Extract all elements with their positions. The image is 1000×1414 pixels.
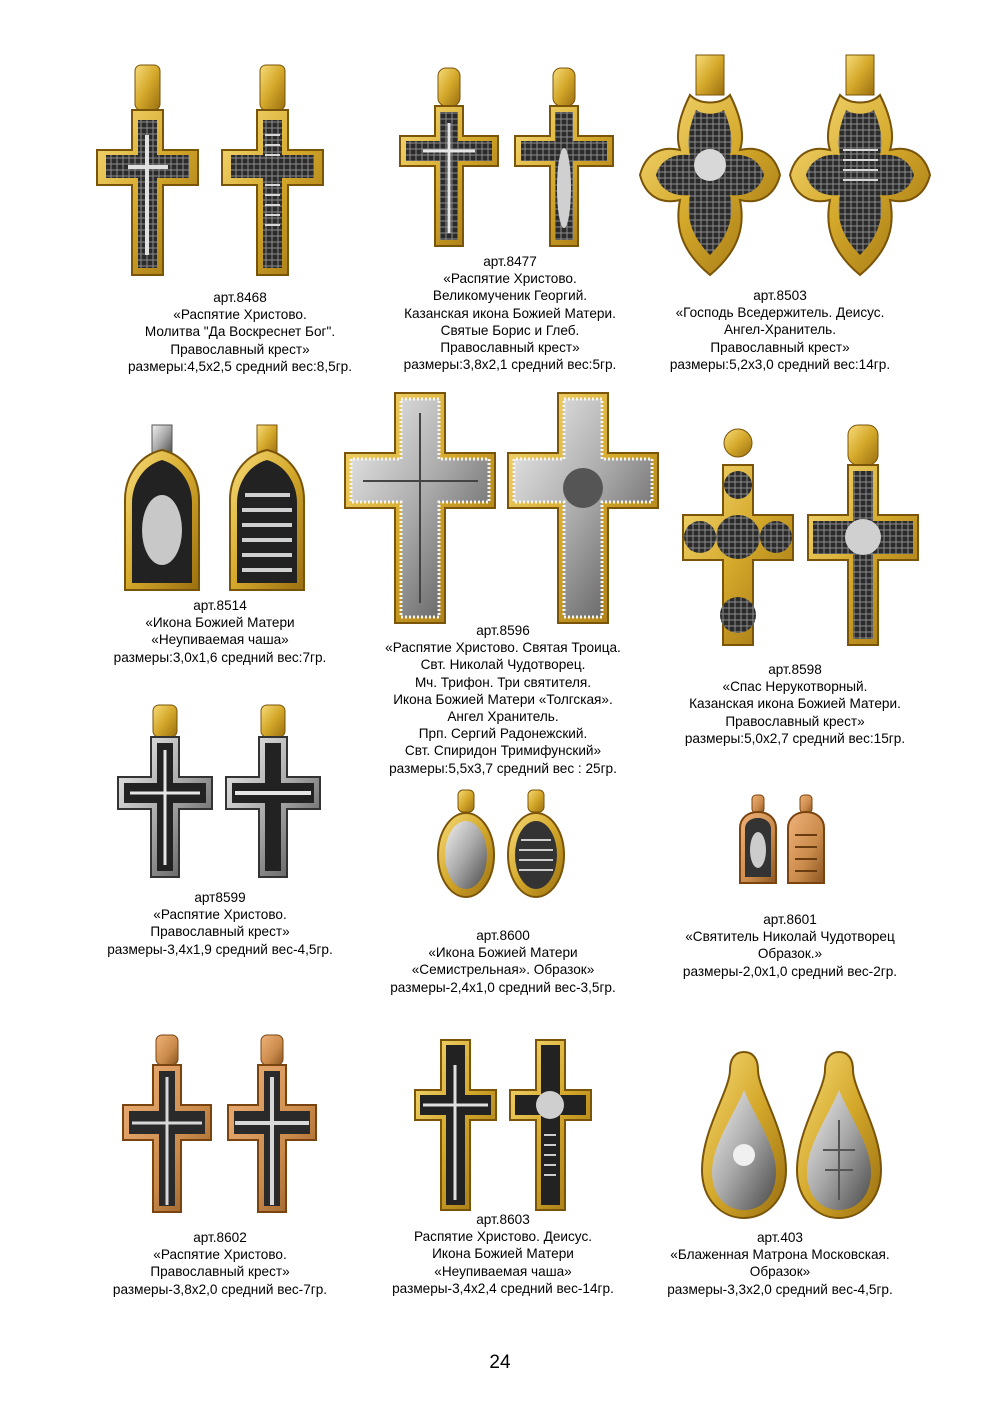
caption-line: размеры-2,4х1,0 средний вес-3,5гр. xyxy=(390,979,616,995)
caption-line: Свт. Николай Чудотворец. xyxy=(420,657,586,673)
product-caption xyxy=(600,1229,960,1298)
product-art: арт.8503 xyxy=(753,288,807,303)
caption-line: Ангел Хранитель. xyxy=(447,709,559,725)
caption-line: «Блаженная Матрона Московская. xyxy=(670,1247,890,1263)
caption-line: размеры-3,4х2,4 средний вес-14гр. xyxy=(392,1280,614,1296)
medallion-front-icon xyxy=(435,790,497,900)
caption-line: Великомученик Георгий. xyxy=(432,288,588,304)
cross-front-icon xyxy=(413,1040,498,1210)
caption-line: Казанская икона Божией Матери. xyxy=(404,305,616,321)
caption-line: Икона Божией Матери xyxy=(432,1246,574,1262)
caption-line: Распятие Христово. Деисус. xyxy=(413,1229,593,1245)
caption-line: Икона Божией Матери «Толгская». xyxy=(393,691,613,707)
caption-line: Святые Борис и Глеб. xyxy=(440,322,580,338)
caption-line: размеры:3,8х2,1 средний вес:5гр. xyxy=(403,357,617,373)
caption-line: «Господь Вседержитель. Деисус. xyxy=(675,305,885,321)
cross-back-icon xyxy=(510,68,620,248)
caption-line: «Распятие Христово. xyxy=(153,907,287,923)
cross-back-icon xyxy=(803,425,923,650)
caption-line: Ангел-Хранитель. xyxy=(723,322,837,338)
product-art: арт.8603 xyxy=(476,1212,530,1227)
cross-front-icon xyxy=(120,1035,215,1215)
caption-line: размеры:4,5х2,5 средний вес:8,5гр. xyxy=(128,358,352,374)
caption-line: «Святитель Николай Чудотворец xyxy=(685,929,895,945)
caption-line: Православный крест» xyxy=(710,339,850,355)
caption-line: размеры-3,3х2,0 средний вес-4,5гр. xyxy=(667,1281,893,1297)
caption-line: «Семистрельная». Образок» xyxy=(411,962,595,978)
caption-line: Православный крест» xyxy=(725,713,865,729)
caption-line: Молитва "Да Воскреснет Бог". xyxy=(144,324,336,340)
cross-back-icon xyxy=(788,55,933,280)
caption-line: «Распятие Христово. xyxy=(443,271,577,287)
caption-line: Свт. Спиридон Тримифунский» xyxy=(404,743,602,759)
medallion-front-icon xyxy=(737,795,779,885)
caption-line: размеры:3,0х1,6 средний вес:7гр. xyxy=(113,649,327,665)
caption-line: размеры-3,8х2,0 средний вес-7гр. xyxy=(112,1281,328,1297)
product-art: арт.403 xyxy=(757,1230,803,1245)
product-art: арт8599 xyxy=(194,890,246,905)
medallion-back-icon xyxy=(505,790,567,900)
caption-line: Образок.» xyxy=(757,946,823,962)
caption-line: «Неупиваемая чаша» xyxy=(434,1263,572,1279)
product-art: арт.8596 xyxy=(476,623,530,638)
product-art: арт.8468 xyxy=(213,290,267,305)
caption-line: Православный крест» xyxy=(150,924,290,940)
caption-line: «Икона Божией Матери xyxy=(145,615,295,631)
caption-line: Православный крест» xyxy=(150,1264,290,1280)
caption-line: размеры:5,0х2,7 средний вес:15гр. xyxy=(684,730,906,746)
cross-front-icon xyxy=(343,393,498,623)
pendant-back-icon xyxy=(220,425,315,590)
product-caption xyxy=(615,661,975,747)
caption-line: размеры-2,0х1,0 средний вес-2гр. xyxy=(682,963,898,979)
caption-line: Мч. Трифон. Три святителя. xyxy=(414,674,592,690)
product-art: арт.8514 xyxy=(193,598,247,613)
caption-line: Православный крест» xyxy=(440,340,580,356)
product-art: арт.8477 xyxy=(483,254,537,269)
cross-front-icon xyxy=(90,65,205,280)
product-art: арт.8601 xyxy=(763,912,817,927)
drop-front-icon xyxy=(700,1050,788,1220)
drop-back-icon xyxy=(795,1050,883,1220)
caption-line: «Спас Нерукотворный. xyxy=(722,679,868,695)
product-art: арт.8602 xyxy=(193,1230,247,1245)
cross-back-icon xyxy=(508,1040,593,1210)
caption-line: Образок» xyxy=(749,1264,811,1280)
caption-line: Прп. Сергий Радонежский. xyxy=(418,726,588,742)
caption-line: Православный крест» xyxy=(170,341,310,357)
caption-line: «Распятие Христово. xyxy=(173,307,307,323)
cross-front-icon xyxy=(678,425,798,650)
product-art: арт.8600 xyxy=(476,928,530,943)
cross-back-icon xyxy=(225,1035,320,1215)
caption-line: Казанская икона Божией Матери. xyxy=(689,696,901,712)
product-art: арт.8598 xyxy=(768,662,822,677)
caption-line: «Распятие Христово. xyxy=(153,1247,287,1263)
caption-line: «Неупиваемая чаша» xyxy=(151,632,289,648)
caption-line: размеры:5,5х3,7 средний вес : 25гр. xyxy=(389,760,617,776)
caption-line: «Икона Божией Матери xyxy=(428,945,578,961)
cross-front-icon xyxy=(638,55,783,280)
medallion-back-icon xyxy=(785,795,827,885)
cross-back-icon xyxy=(215,65,330,280)
cross-back-icon xyxy=(506,393,661,623)
pendant-front-icon xyxy=(115,425,210,590)
page-number: 24 xyxy=(489,1352,511,1373)
cross-back-icon xyxy=(223,705,323,880)
cross-front-icon xyxy=(395,68,505,248)
caption-line: размеры:5,2х3,0 средний вес:14гр. xyxy=(669,356,891,372)
caption-line: размеры-3,4х1,9 средний вес-4,5гр. xyxy=(107,941,333,957)
product-caption xyxy=(610,911,970,980)
product-caption xyxy=(600,287,960,373)
cross-front-icon xyxy=(115,705,215,880)
caption-line: «Распятие Христово. Святая Троица. xyxy=(385,640,621,656)
